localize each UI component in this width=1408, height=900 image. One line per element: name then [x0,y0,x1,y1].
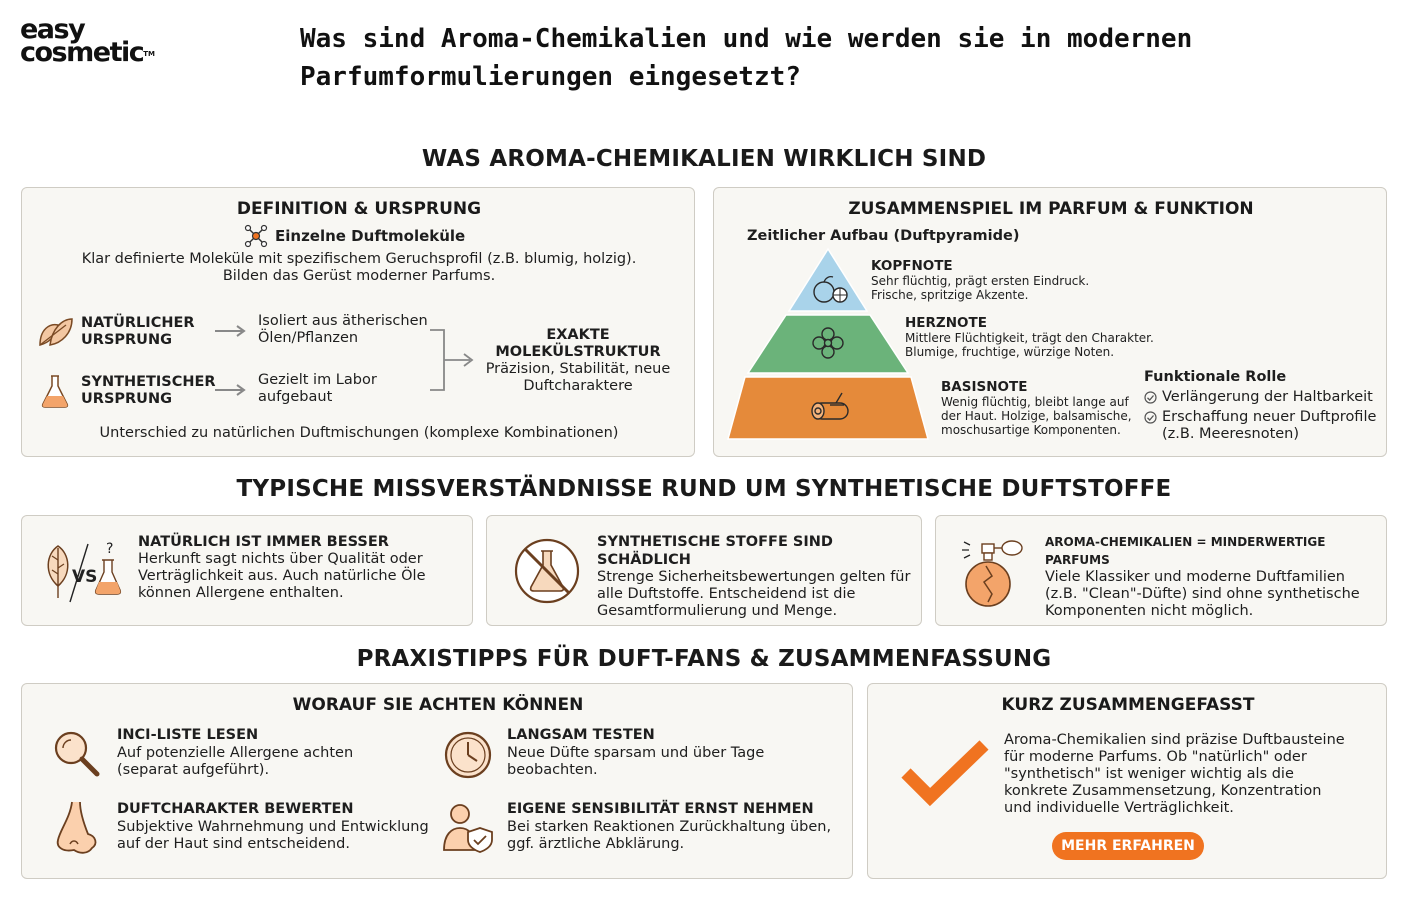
functional-role-item: Verlängerung der Haltbarkeit [1144,389,1384,406]
nose-icon [54,800,102,856]
check-circle-icon [1144,391,1157,404]
learn-more-button[interactable]: MEHR ERFAHREN [1052,832,1204,860]
tip-sensitivity: EIGENE SENSIBILITÄT ERNST NEHMEN Bei starken Reaktionen Zurückhaltung üben, ggf. ärztliche Abklärung. [507,801,832,852]
interplay-card [713,187,1387,457]
magnifier-icon [51,728,101,778]
merge-bracket [428,328,478,392]
myth-card-inferior [935,515,1387,626]
functional-role-title: Funktionale Rolle [1144,369,1287,385]
myth-inferior-text: AROMA-CHEMIKALIEN = MINDERWERTIGE PARFUMS Viele Klassiker und moderne Duftfamilien (z.B. "Clean"-Düfte) sind ohne synthetische Komponenten nicht möglich. [1045,535,1360,619]
exact-structure-box: EXAKTE MOLEKÜLSTRUKTUR Präzision, Stabilität, neue Duftcharaktere [485,327,671,394]
myth-natural-text: NATÜRLICH IST IMMER BESSER Herkunft sagt nichts über Qualität oder Verträglichkeit aus. Auch natürliche Öle können Allergene enthalten. [138,534,426,601]
synthetic-origin-text: Gezielt im Labor aufgebaut [258,372,377,405]
tip-test-slowly: LANGSAM TESTEN Neue Düfte sparsam und über Tage beobachten. [507,727,765,778]
tips-card [21,683,853,879]
checkmark-icon [900,739,990,809]
brand-logo[interactable] [20,14,155,68]
arrow-right-icon [215,384,247,396]
functional-role [1144,368,1384,443]
flask-icon [40,374,70,408]
base-note-text: BASISNOTE Wenig flüchtig, bleibt lange auf der Haut. Holzige, balsamische, moschusartige Komponenten. [941,379,1132,437]
functional-role-item: Erschaffung neuer Duftprofile (z.B. Meeresnoten) [1144,409,1384,443]
definition-heading: DEFINITION & URSPRUNG [236,199,482,219]
natural-origin-text: Isoliert aus ätherischen Ölen/Pflanzen [258,313,428,346]
svg-text:?: ? [106,541,114,557]
myth-harmful-text: SYNTHETISCHE STOFFE SIND SCHÄDLICH Strenge Sicherheitsbewertungen gelten für alle Duftstoffe. Entscheidend ist die Gesamtformulierung und Menge. [597,534,911,619]
natural-origin-label: NATÜRLICHER URSPRUNG [81,315,195,348]
vs-label: VS [72,567,98,587]
definition-desc1: Klar definierte Moleküle mit spezifischem Geruchsprofil (z.B. blumig, holzig). [81,251,637,267]
section1-heading: WAS AROMA-CHEMIKALIEN WIRKLICH SIND [421,146,987,172]
tip-inci: INCI-LISTE LESEN Auf potenzielle Allergene achten (separat aufgeführt). [117,727,354,778]
interplay-heading: ZUSAMMENSPIEL IM PARFUM & FUNKTION [848,199,1254,219]
tips-heading: WORAUF SIE ACHTEN KÖNNEN [292,695,584,715]
pyramid-base-note [728,377,928,439]
leaf-vs-flask-icon [42,540,126,606]
no-flask-icon [513,537,581,605]
section3-heading: PRAXISTIPPS FÜR DUFT-FANS & ZUSAMMENFASSUNG [356,646,1052,672]
brand-tm: TM [143,50,155,58]
page-title: Was sind Aroma-Chemikalien und wie werden sie in modernen Parfumformulierungen eingesetzt? [300,24,1193,92]
summary-card [867,683,1387,879]
myth-card-natural [21,515,473,626]
check-circle-icon [1144,411,1157,424]
brand-line2: cosmetic™ [20,37,155,68]
summary-text: Aroma-Chemikalien sind präzise Duftbausteine für moderne Parfums. Ob "natürlich" oder "synthetisch" ist weniger wichtig als die konkrete Zusammensetzung, Konzentration und individuelle Verträglichkeit. [1004,732,1345,816]
summary-heading: KURZ ZUSAMMENGEFASST [1001,695,1255,715]
section2-heading: TYPISCHE MISSVERSTÄNDNISSE RUND UM SYNTHETISCHE DUFTSTOFFE [236,476,1172,502]
brand-line1: easy [20,14,85,45]
synthetic-origin-label: SYNTHETISCHER URSPRUNG [81,374,216,407]
heart-note-text: HERZNOTE Mittlere Flüchtigkeit, trägt den Charakter. Blumige, fruchtige, würzige Noten. [905,315,1154,359]
broken-perfume-icon [960,536,1026,610]
definition-footer: Unterschied zu natürlichen Duftmischungen (komplexe Kombinationen) [99,425,619,441]
definition-desc2: Bilden das Gerüst moderner Parfums. [222,268,496,284]
myth-card-harmful [486,515,922,626]
molecule-icon [244,224,268,248]
pyramid-subheading: Zeitlicher Aufbau (Duftpyramide) [747,228,1020,244]
tip-evaluate-scent: DUFTCHARAKTER BEWERTEN Subjektive Wahrnehmung und Entwicklung auf der Haut sind entscheidend. [117,801,429,852]
user-shield-icon [442,802,494,854]
top-note-text: KOPFNOTE Sehr flüchtig, prägt ersten Eindruck. Frische, spritzige Akzente. [871,258,1090,302]
definition-card [21,187,695,457]
clock-icon [443,730,493,780]
definition-subheading: Einzelne Duftmoleküle [244,226,484,248]
leaf-icon [36,315,76,349]
arrow-right-icon [215,325,247,337]
